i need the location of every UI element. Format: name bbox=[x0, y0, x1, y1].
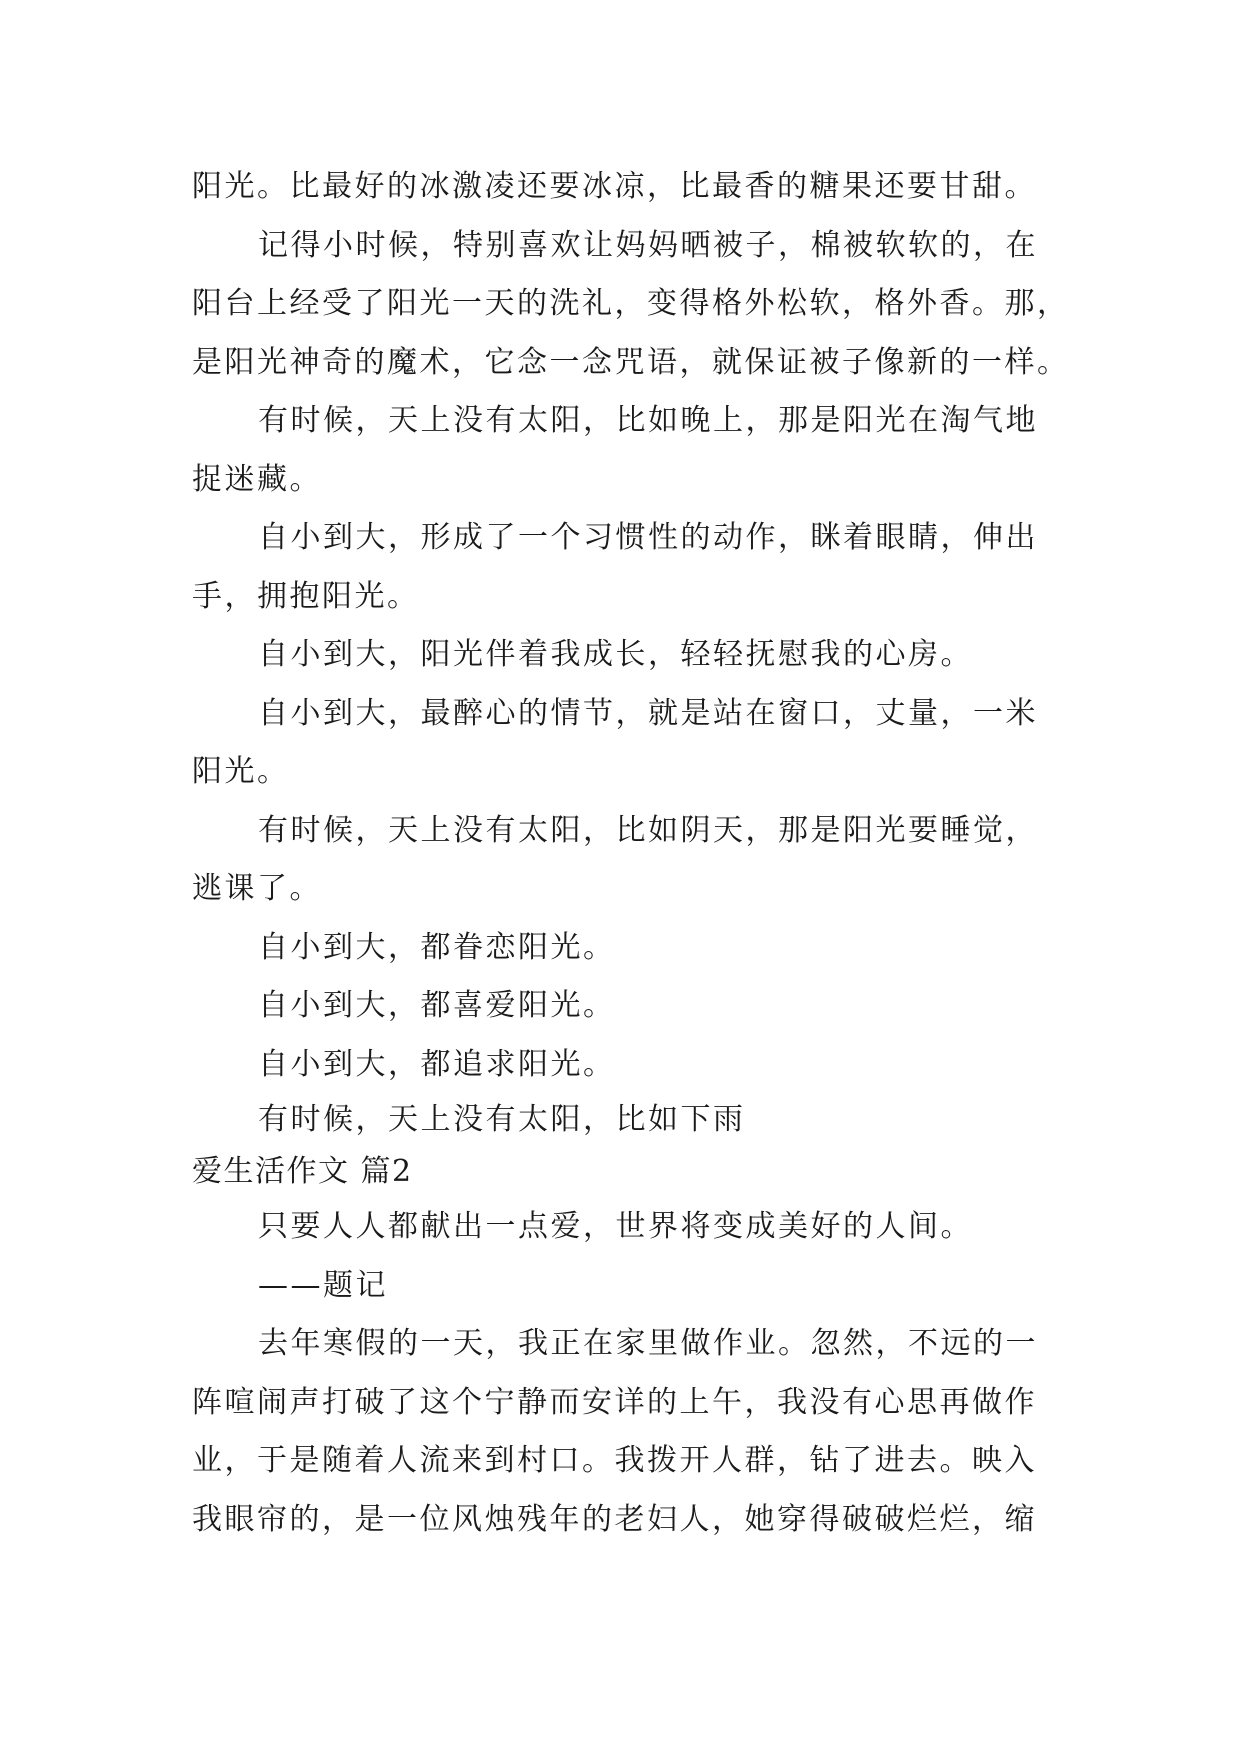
paragraph-line: 自小到大，都喜爱阳光。 bbox=[258, 988, 616, 1023]
paragraph-line: 有时候，天上没有太阳，比如下雨 bbox=[258, 1102, 746, 1137]
paragraph-line: 自小到大，形成了一个习惯性的动作，眯着眼睛，伸出 bbox=[258, 520, 1038, 555]
paragraph-line: 自小到大，最醉心的情节，就是站在窗口，丈量，一米 bbox=[258, 695, 1038, 731]
paragraph-line: 自小到大，阳光伴着我成长，轻轻抚慰我的心房。 bbox=[258, 637, 973, 672]
paragraph-line: 逃课了。 bbox=[192, 871, 322, 906]
paragraph-line: 业，于是随着人流来到村口。我拨开人群，钻了进去。映入 bbox=[192, 1443, 1037, 1478]
epigraph-line: 只要人人都献出一点爱，世界将变成美好的人间。 bbox=[258, 1209, 973, 1244]
paragraph-line: 阳光。比最好的冰激凌还要冰凉，比最香的糖果还要甘甜。 bbox=[192, 169, 1037, 204]
paragraph-line: 去年寒假的一天，我正在家里做作业。忽然，不远的一 bbox=[258, 1326, 1038, 1361]
paragraph-line: 自小到大，都追求阳光。 bbox=[258, 1046, 616, 1082]
paragraph-line: 阳光。 bbox=[192, 754, 290, 789]
document-body bbox=[192, 158, 1072, 1549]
paragraph-line: 阳台上经受了阳光一天的洗礼，变得格外松软，格外香。那， bbox=[192, 286, 1070, 321]
paragraph-line: 是阳光神奇的魔术，它念一念咒语，就保证被子像新的一样。 bbox=[192, 344, 1070, 380]
paragraph-line: 有时候，天上没有太阳，比如阴天，那是阳光要睡觉， bbox=[258, 812, 1038, 848]
paragraph-line: 记得小时候，特别喜欢让妈妈晒被子，棉被软软的，在 bbox=[258, 227, 1038, 263]
paragraph-line: 阵喧闹声打破了这个宁静而安详的上午，我没有心思再做作 bbox=[192, 1384, 1037, 1420]
paragraph-line: 有时候，天上没有太阳，比如晚上，那是阳光在淘气地 bbox=[258, 403, 1038, 438]
section-heading: 爱生活作文 篇2 bbox=[192, 1154, 413, 1189]
paragraph-line: 我眼帘的，是一位风烛残年的老妇人，她穿得破破烂烂，缩 bbox=[192, 1501, 1037, 1537]
epigraph-attribution: ——题记 bbox=[258, 1267, 388, 1303]
paragraph-line: 自小到大，都眷恋阳光。 bbox=[258, 929, 616, 965]
paragraph-line: 捉迷藏。 bbox=[192, 461, 322, 497]
paragraph-line: 手，拥抱阳光。 bbox=[192, 578, 420, 614]
